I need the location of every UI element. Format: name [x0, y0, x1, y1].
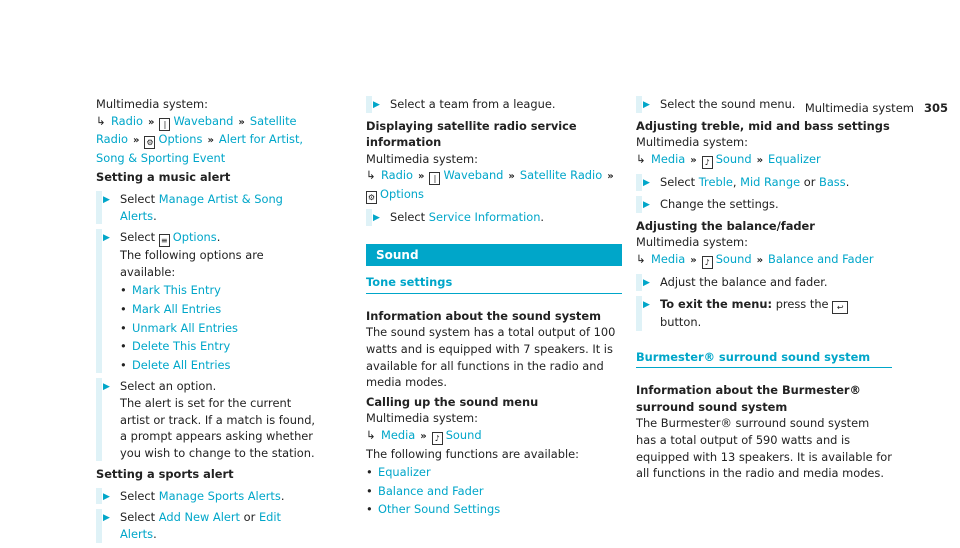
step-exit-menu: [636, 296, 892, 331]
burmester-info-text: The Burmester® surround sound system has a total output of 590 watts and is equipped with 13 speakers. It is available for all functions in the radio and media modes.: [636, 416, 892, 481]
options-link[interactable]: Options: [172, 230, 217, 245]
step-marker-icon: [636, 174, 642, 191]
note-icon: ♪: [432, 432, 443, 445]
step-add-alert: [96, 509, 316, 542]
chevron-icon: »: [690, 254, 697, 266]
step-options: [96, 229, 316, 373]
step-manage-artist: [96, 191, 316, 224]
treble-link[interactable]: Treble: [698, 175, 733, 190]
note-icon: ♪: [702, 156, 713, 169]
path-label: Multimedia system:: [636, 235, 748, 250]
waveband-icon: |: [159, 118, 170, 131]
path-label: Multimedia system:: [366, 151, 478, 166]
burmester-info-heading: Information about the Burmester® surround sound system: [636, 383, 861, 414]
chevron-icon: »: [756, 154, 764, 166]
sound-info-text: The sound system has a total output of 100 watts and is equipped with 7 speakers. It is available for all functions in the radio and media modes.: [366, 325, 616, 390]
column-3: [636, 96, 892, 482]
path-media[interactable]: Media: [651, 251, 686, 266]
balance-heading: Adjusting the balance/fader: [636, 218, 815, 233]
step-suffix: .: [280, 488, 285, 503]
path-media[interactable]: Media: [651, 151, 686, 166]
path-options[interactable]: Options: [158, 132, 203, 147]
step-marker-icon: [96, 509, 102, 542]
tone-settings-heading: Tone settings: [366, 274, 622, 294]
function-other-sound[interactable]: • Other Sound Settings: [366, 501, 622, 518]
step-marker-icon: [636, 96, 642, 113]
mid-range-link[interactable]: Mid Range: [740, 175, 801, 190]
path-radio[interactable]: Radio: [111, 113, 144, 128]
step-change-settings: [636, 196, 892, 213]
step-suffix: .: [153, 208, 157, 223]
step-text: Change the settings.: [660, 196, 779, 211]
step-marker-icon: [636, 196, 642, 213]
option-mark-all[interactable]: • Mark All Entries: [120, 301, 316, 318]
chevron-icon: »: [420, 430, 427, 442]
manage-sports-link[interactable]: Manage Sports Alerts: [158, 488, 281, 503]
menu-path: [636, 151, 892, 170]
step-marker-icon: [636, 274, 642, 291]
step-text: Select: [120, 191, 156, 206]
page-number: 305: [923, 101, 948, 115]
options-desc: The following options are available:: [120, 248, 264, 279]
step-or: or: [243, 510, 256, 525]
menu-path: [636, 251, 892, 270]
chevron-icon: »: [690, 154, 697, 166]
step-text: Select: [120, 488, 156, 503]
step-text: Select: [660, 175, 696, 190]
step-select-option: [96, 378, 316, 461]
step-marker-icon: [96, 378, 102, 461]
sports-alert-heading: Setting a sports alert: [96, 467, 234, 482]
menu-path: [366, 427, 622, 446]
step-text: Select: [120, 230, 156, 245]
chevron-icon: »: [238, 116, 245, 128]
step-text: press the: [775, 296, 829, 311]
menu-path: [366, 167, 622, 204]
step-suffix: .: [153, 527, 157, 542]
step-text: Select an option.: [120, 379, 217, 394]
path-sound[interactable]: Sound: [445, 427, 482, 442]
path-radio[interactable]: Radio: [381, 168, 414, 183]
option-unmark-all[interactable]: • Unmark All Entries: [120, 320, 316, 337]
step-marker-icon: [366, 209, 372, 226]
path-media[interactable]: Media: [381, 427, 416, 442]
step-desc: The alert is set for the current artist or track. If a match is found, a prompt appears asking whether you wish to change to the station.: [120, 395, 316, 460]
arrow-icon: ↳: [366, 427, 376, 442]
path-label: Multimedia system:: [636, 135, 748, 150]
manage-artist-link[interactable]: Manage Artist & Song Alerts: [120, 191, 283, 223]
column-1: [96, 96, 316, 548]
header-title: Multimedia system: [804, 101, 914, 115]
chevron-icon: »: [418, 171, 425, 183]
step-marker-icon: [96, 191, 102, 224]
sound-info-heading: Information about the sound system: [366, 308, 601, 323]
path-sound[interactable]: Sound: [715, 251, 752, 266]
path-equalizer[interactable]: Equalizer: [768, 151, 821, 166]
gear-icon: ⚙: [367, 192, 376, 202]
step-marker-icon: [96, 488, 102, 505]
note-icon: ♪: [702, 256, 713, 269]
step-text: Select the sound menu.: [660, 97, 796, 111]
path-label: Multimedia system:: [96, 97, 208, 111]
step-select-team: [366, 96, 622, 113]
step-text: Select a team from a league.: [390, 97, 556, 111]
path-waveband[interactable]: Waveband: [173, 113, 234, 128]
chevron-icon: »: [148, 116, 155, 128]
chevron-icon: »: [133, 135, 140, 147]
edit-alerts-link[interactable]: Edit Alerts: [120, 510, 281, 542]
step-suffix: button.: [660, 314, 702, 329]
path-balance-fader[interactable]: Balance and Fader: [768, 251, 874, 266]
step-marker-icon: [96, 229, 102, 373]
chevron-icon: »: [508, 171, 515, 183]
step-text: Select: [390, 209, 426, 224]
chevron-icon: »: [756, 254, 764, 266]
arrow-icon: ↳: [636, 151, 646, 166]
functions-desc: The following functions are available:: [366, 446, 580, 461]
step-text: Select: [120, 510, 156, 525]
step-select-treble: ▶ Select Treble, Mid Range or Bass.: [636, 174, 892, 191]
add-new-alert-link[interactable]: Add New Alert: [158, 510, 241, 525]
arrow-icon: ↳: [366, 168, 376, 183]
path-satellite-radio[interactable]: Satellite Radio: [96, 113, 297, 147]
step-text: Adjust the balance and fader.: [660, 275, 828, 290]
waveband-icon: |: [429, 172, 440, 185]
arrow-icon: ↳: [96, 113, 106, 128]
step-or: or: [803, 175, 816, 190]
path-sound[interactable]: Sound: [715, 151, 752, 166]
step-suffix: .: [216, 230, 221, 245]
option-delete-all[interactable]: • Delete All Entries: [120, 357, 316, 374]
step-bold-text: To exit the menu:: [660, 296, 773, 311]
step-adjust-balance: [636, 274, 892, 291]
option-mark-this[interactable]: • Mark This Entry: [120, 282, 316, 299]
step-suffix: .: [540, 209, 545, 224]
adjust-treble-heading: Adjusting treble, mid and bass settings: [636, 118, 890, 133]
function-balance-fader[interactable]: • Balance and Fader: [366, 483, 622, 500]
back-icon: ↩: [832, 301, 848, 314]
music-alert-heading: Setting a music alert: [96, 170, 231, 185]
path-satellite-radio[interactable]: Satellite Radio: [519, 168, 603, 183]
path-label: Multimedia system:: [366, 411, 478, 426]
bass-link[interactable]: Bass: [819, 175, 846, 190]
service-info-link[interactable]: Service Information: [428, 209, 541, 224]
arrow-icon: ↳: [636, 251, 646, 266]
step-marker-icon: [366, 96, 372, 113]
chevron-icon: »: [607, 171, 614, 183]
sound-menu-heading: Calling up the sound menu: [366, 394, 539, 409]
option-delete-this[interactable]: • Delete This Entry: [120, 338, 316, 355]
step-select-sound-menu: [636, 96, 892, 113]
section-tab-sound: Sound: [366, 244, 622, 267]
step-manage-sports: [96, 488, 316, 505]
path-options[interactable]: Options: [380, 186, 424, 201]
menu-icon: ≡: [159, 234, 170, 247]
step-marker-icon: [636, 296, 642, 331]
path-waveband[interactable]: Waveband: [443, 168, 504, 183]
burmester-heading: Burmester® surround sound system: [636, 349, 892, 369]
menu-path: [96, 113, 316, 167]
step-suffix: .: [845, 175, 850, 190]
step-service-info: [366, 209, 622, 226]
chevron-icon: »: [207, 135, 214, 147]
service-info-heading: Displaying satellite radio service information: [366, 118, 577, 150]
function-equalizer[interactable]: • Equalizer: [366, 464, 622, 481]
gear-icon: ⚙: [146, 138, 154, 148]
path-alert[interactable]: Alert for Artist, Song & Sporting Event: [96, 132, 304, 165]
column-2: [366, 96, 622, 520]
